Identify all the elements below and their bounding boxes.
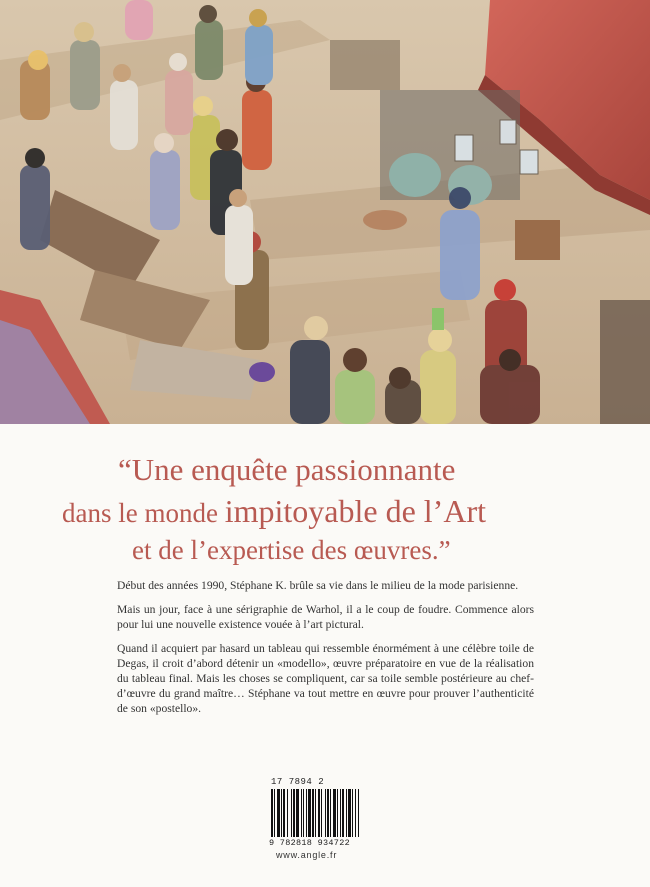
barcode-bar xyxy=(271,789,273,837)
barcode-isbn-number: 9 782818 934722 xyxy=(269,838,351,848)
back-cover-blurb xyxy=(117,578,534,725)
barcode-bar xyxy=(293,789,295,837)
barcode-bar xyxy=(301,789,302,837)
publisher-website: www.angle.fr xyxy=(276,850,338,860)
isbn-barcode xyxy=(269,777,365,849)
barcode-bar xyxy=(291,789,292,837)
barcode-bar xyxy=(337,789,338,837)
barcode-bar xyxy=(330,789,331,837)
barcode-bar xyxy=(308,789,311,837)
barcode-bar xyxy=(283,789,285,837)
quote-line-2 xyxy=(62,493,486,530)
quote-line-1: “Une enquête passionnante xyxy=(118,452,456,487)
barcode-bar xyxy=(277,789,280,837)
barcode-bar xyxy=(287,789,288,837)
barcode-bar xyxy=(333,789,336,837)
barcode-bar xyxy=(303,789,304,837)
blurb-paragraph-2: Mais un jour, face à une sérigraphie de Warhol, il a le coup de foudre. Commence alors pour lui une nouvelle existence vouée à l’art pictural. xyxy=(117,603,534,631)
barcode-bar xyxy=(296,789,299,837)
quote-line-2-start: dans le monde xyxy=(62,498,225,528)
quote-line-3: et de l’expertise des œuvres.” xyxy=(132,535,451,565)
barcode-bar xyxy=(327,789,329,837)
blurb-paragraph-1: Début des années 1990, Stéphane K. brûle sa vie dans le milieu de la mode parisienne. xyxy=(117,579,519,592)
barcode-bar xyxy=(318,789,320,837)
barcode-bar xyxy=(352,789,353,837)
barcode-bar xyxy=(342,789,344,837)
barcode-bar xyxy=(346,789,347,837)
barcode-bar xyxy=(348,789,351,837)
barcode-bar xyxy=(358,789,359,837)
blurb-paragraph-3: Quand il acquiert par hasard un tableau qui ressemble énormément à une célèbre toile de Degas, il croit d’abord détenir un «modello», œuvre préparatoire en vue de la réalisation du tableau final. Mais les choses se compliquent, car sa toile semble postérieure au chef-d’œuvre du grand maître… Stéphane va tout mettre en œuvre pour prouver l’authenticité de son «postello». xyxy=(117,642,534,715)
barcode-bar xyxy=(321,789,322,837)
flea-market-illustration xyxy=(0,0,650,424)
barcode-bar xyxy=(306,789,307,837)
barcode-bar xyxy=(355,789,356,837)
barcode-bar xyxy=(281,789,282,837)
barcode-bar xyxy=(315,789,316,837)
barcode-bar xyxy=(325,789,326,837)
cover-illustration xyxy=(0,0,650,424)
barcode-top-code: 17 7894 2 xyxy=(271,777,325,787)
quote-line-2-emphasis: impitoyable de l’Art xyxy=(224,493,486,529)
barcode-bar xyxy=(312,789,314,837)
barcode-bar xyxy=(340,789,341,837)
barcode-bars xyxy=(269,789,365,837)
barcode-bar xyxy=(274,789,275,837)
